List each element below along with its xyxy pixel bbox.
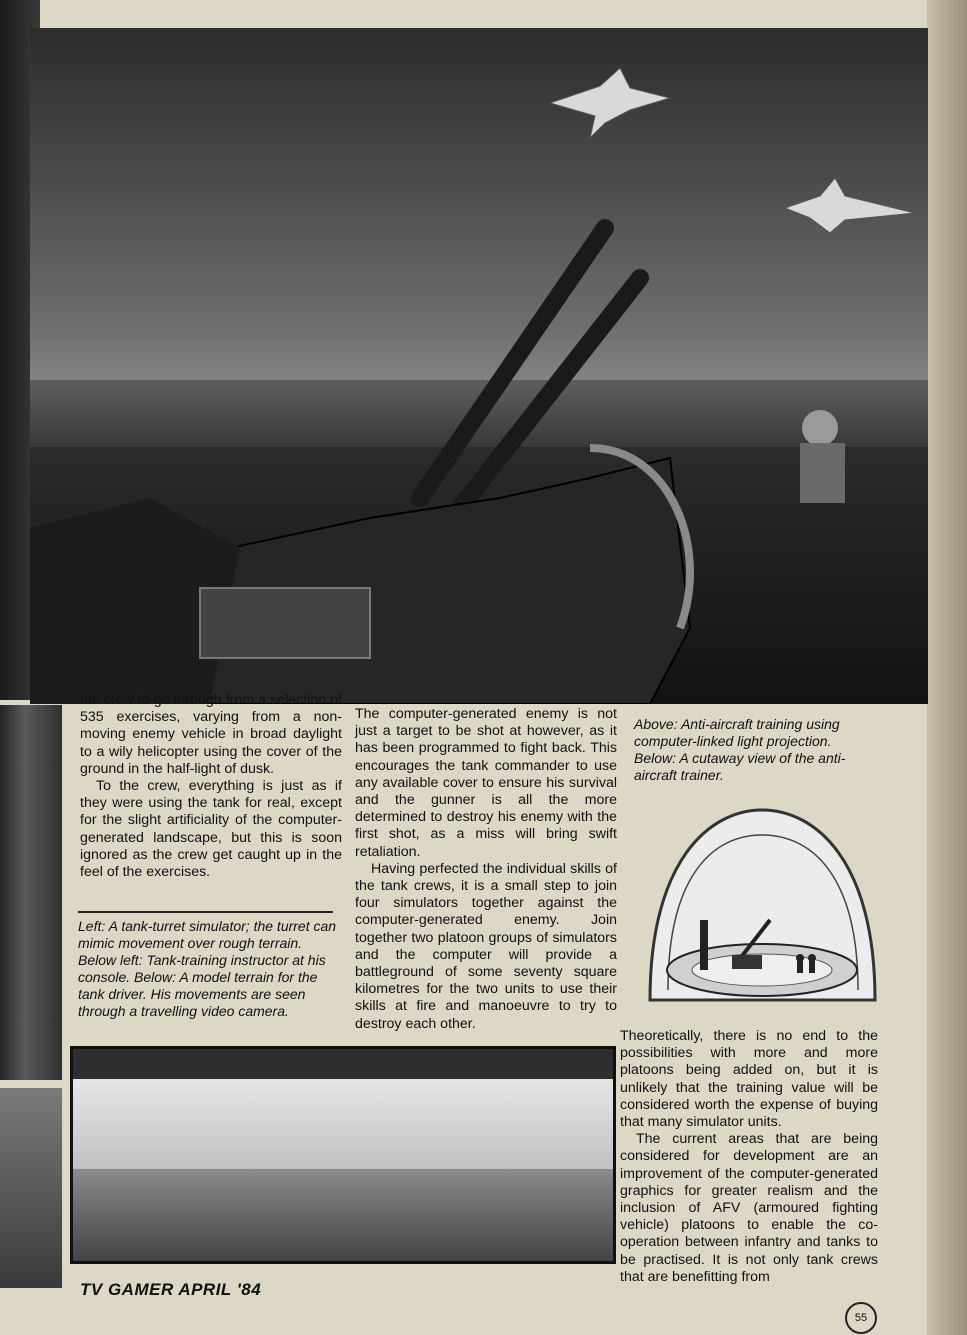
- article-column-1: [80, 692, 342, 881]
- article-paragraph: The current areas that are being considered for development are an improvement of the computer-generated graphics for greater realism and the inclusion of AFV (armoured fighting vehicle) platoons to enable the co-operation between infantry and tanks to be practised. It is not only tank crews that are benefitting from: [620, 1131, 878, 1285]
- page-number: 55: [845, 1302, 877, 1334]
- tank-turret-simulator-photo: [0, 705, 62, 1285]
- anti-aircraft-trainer-cutaway: [640, 800, 885, 1020]
- article-column-3: [620, 1028, 878, 1286]
- photo-caption-left: Left: A tank-turret simulator; the turret can mimic movement over rough terrain. Below left: Tank-training instructor at his console. Below: A model terrain for the tank driver. His movements are seen through a travelling video camera.: [78, 918, 337, 1019]
- article-column-2: [355, 706, 617, 1033]
- article-paragraph: Having perfected the individual skills of the tank crews, it is a small step to join four simulators together against the computer-generated enemy. Join together two platoon groups of simulators and the computer will provide a battleground of some seventy square kilometres for the two units to use their skills at fire and manoeuvre to try to destroy each other.: [355, 860, 617, 1032]
- model-terrain-photo: [70, 1046, 616, 1264]
- anti-aircraft-training-photo: [30, 28, 928, 704]
- hero-photo-illustration: [30, 28, 928, 704]
- article-paragraph: the crew to go through from a selection of 535 exercises, varying from a non-moving enemy vehicle in broad daylight to a wily helicopter using the cover of the ground in the half-light of dusk.: [80, 692, 342, 777]
- page-edge: [927, 0, 967, 1335]
- photo-caption-right: Above: Anti-aircraft training using computer-linked light projection. Below: A cutaway view of the anti-aircraft trainer.: [634, 716, 846, 783]
- instructor-console-photo: [0, 1088, 62, 1288]
- article-paragraph: The computer-generated enemy is not just a target to be shot at however, as it has been programmed to fight back. This encourages the tank commander to use any available cover to ensure his survival and the gunner is all the more determined to destroy his enemy with the first shot, as a miss will bring swift retaliation.: [355, 706, 617, 860]
- article-paragraph: To the crew, everything is just as if they were using the tank for real, except for the slight artificiality of the computer-generated landscape, but this is soon ignored as the crew get caught up in the feel of the exercises.: [80, 778, 342, 881]
- caption-divider: [78, 911, 333, 913]
- article-paragraph: Theoretically, there is no end to the possibilities with more and more platoons being added on, but it is unlikely that the training value will be considered worth the expense of buying that many simulator units.: [620, 1028, 878, 1131]
- magazine-footer: TV GAMER APRIL '84: [80, 1280, 262, 1299]
